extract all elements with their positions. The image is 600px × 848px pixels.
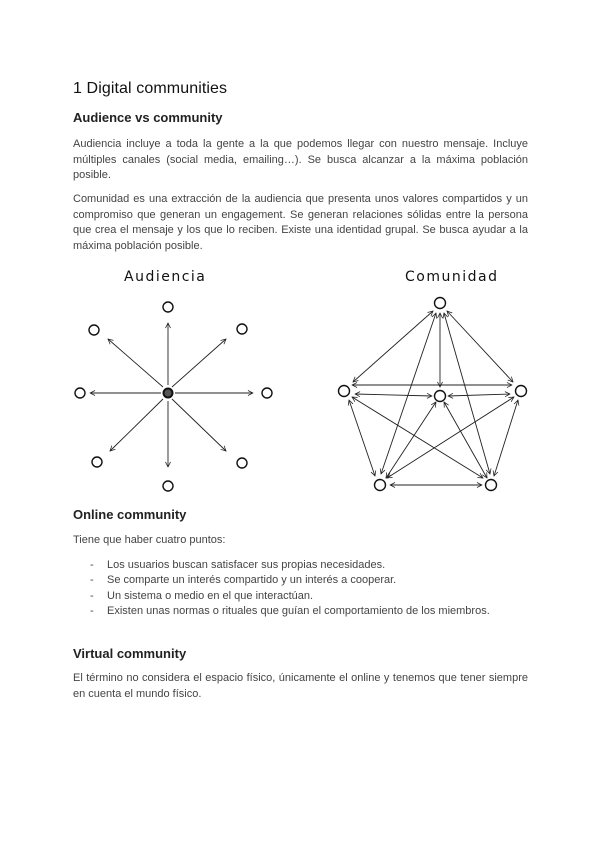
community-node-top — [435, 298, 446, 309]
community-link — [447, 311, 513, 382]
community-node-right — [516, 386, 527, 397]
community-link — [381, 313, 436, 474]
section-heading-virtual-community: Virtual community — [73, 646, 187, 661]
community-node-bottom-right — [486, 480, 497, 491]
community-node-bottom-left — [375, 480, 386, 491]
page-title: 1 Digital communities — [73, 80, 228, 97]
list-item: - Existen unas normas o rituales que guían el comportamiento de los miembros. — [73, 604, 528, 619]
list-item: - Un sistema o medio en el que interactúan. — [73, 589, 528, 604]
community-link — [386, 402, 436, 478]
community-link — [353, 311, 433, 382]
audience-node-lower-right — [237, 458, 247, 468]
online-community-list — [73, 558, 528, 620]
section-heading-audience-vs-community: Audience vs community — [73, 110, 223, 125]
list-item: - Los usuarios buscan satisfacer sus propias necesidades. — [73, 558, 528, 573]
community-link — [494, 400, 518, 476]
community-label: Comunidad — [405, 269, 499, 285]
section-heading-online-community: Online community — [73, 507, 187, 522]
community-link — [349, 400, 375, 476]
audience-arrow-lower-left — [110, 399, 163, 451]
audience-arrow-upper-left — [108, 339, 163, 387]
audience-label: Audiencia — [124, 269, 207, 285]
list-marker: - — [90, 559, 94, 571]
audience-arrow-upper-right — [172, 339, 226, 387]
audience-nodes — [75, 302, 272, 491]
audience-node-bottom — [163, 481, 173, 491]
community-link — [387, 397, 514, 478]
audience-node-left — [75, 388, 85, 398]
list-marker: - — [90, 589, 94, 602]
audience-node-top — [163, 302, 173, 312]
list-item: - Se comparte un interés compartido y un interés a cooperar. — [73, 573, 528, 588]
paragraph-audiencia: Audiencia incluye a toda la gente a la que podemos llegar con nuestro mensaje. Incluye múltiples canales (social media, emailing…). Se busca alcanzar a la máxima población posible. — [73, 138, 528, 182]
paragraph-online-intro: Tiene que haber cuatro puntos: — [73, 534, 226, 546]
list-marker: - — [90, 605, 94, 618]
community-link — [448, 394, 510, 396]
audience-node-right — [262, 388, 272, 398]
audience-node-upper-left — [89, 325, 99, 335]
audience-center-node — [164, 389, 173, 398]
paragraph-comunidad: Comunidad es una extracción de la audiencia que presenta unos valores compartidos y un compromiso que generan un engagement. Se generan relaciones sólidas entre la persona que crea el mensaje y los que lo reciben. Existe una identidad grupal. Se busca ayudar a la máxima población posible. — [73, 193, 528, 252]
audience-node-lower-left — [92, 457, 102, 467]
community-node-left — [339, 386, 350, 397]
community-link — [355, 394, 432, 396]
audience-arrow-lower-right — [172, 399, 226, 451]
list-marker: - — [90, 574, 94, 587]
community-node-center — [435, 391, 446, 402]
community-link — [444, 313, 490, 474]
audience-node-upper-right — [237, 324, 247, 334]
paragraph-virtual-community: El término no considera el espacio físico, únicamente el online y tenemos que tener siempre en cuenta el mundo físico. — [73, 672, 528, 700]
community-links — [349, 311, 518, 485]
